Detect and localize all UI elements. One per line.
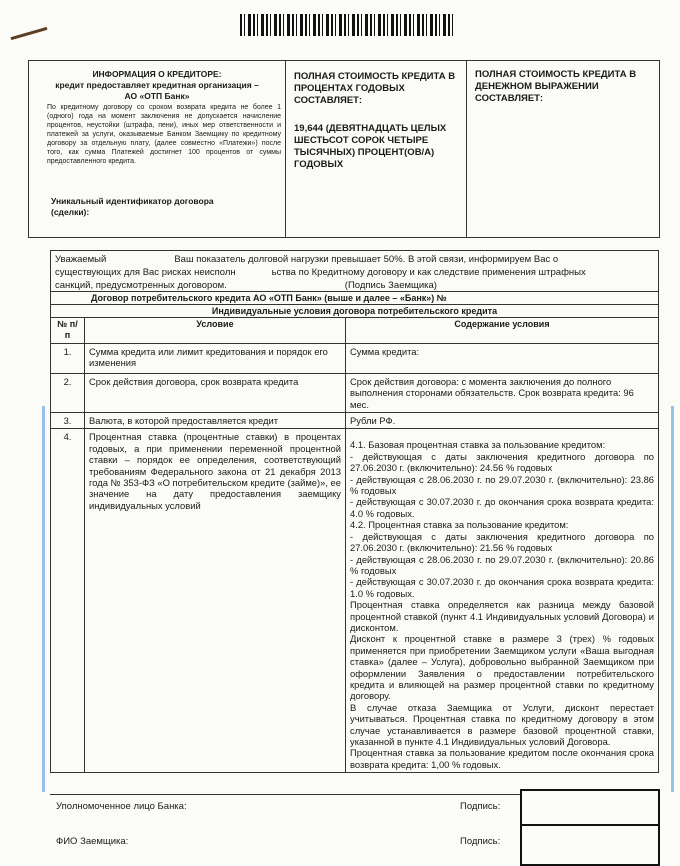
bank-sign-label: Подпись: (460, 801, 501, 812)
header-content: Содержание условия (346, 318, 659, 344)
pen-mark (10, 27, 47, 40)
rate-line: В случае отказа Заемщика от Услуги, дисконт перестает учитываться. Процентная ставка по кредитному договору в этом случае устанавливается в размере базовой процентной ставки, указанной в пункте 4.1 Индивидуальных условий Договора. (350, 701, 654, 747)
cost-money-cell (466, 61, 660, 237)
cost-percent-title: ПОЛНАЯ СТОИМОСТЬ КРЕДИТА В ПРОЦЕНТАХ ГОДОВЫХ СОСТАВЛЯЕТ: (294, 71, 456, 106)
rate-line: - действующая с даты заключения кредитного договора по 27.06.2030 г. (включительно): 21.56 % годовых (350, 530, 654, 554)
debt-load-warning (50, 250, 659, 292)
row-condition: Процентная ставка (процентные ставки) в процентах годовых, а при применении переменной процентной ставки – порядок ее определения, соответствующий требованиям Федерального закона от 21 декабря 2013 года № 353-ФЗ «О потребительском кредите (займе)», ее значение на дату предоставления заемщику индивидуальных условий (85, 429, 346, 773)
uid-label: Уникальный идентификатор договора (сделки): (51, 196, 214, 217)
contract-title: Договор потребительского кредита АО «ОТП Банк» (выше и далее – «Банк») № (50, 292, 659, 305)
borrower-signature-row (50, 830, 659, 866)
rate-line: 4.1. Базовая процентная ставка за пользование кредитом: (350, 439, 606, 451)
header-condition: Условие (85, 318, 346, 344)
header-num: № п/п (51, 318, 85, 344)
row-condition: Сумма кредита или лимит кредитования и порядок его изменения (85, 343, 346, 373)
row-content-rates (346, 429, 659, 773)
warning-line2a: существующих для Вас рисках неисполн (55, 267, 236, 278)
rate-line: 4.2. Процентная ставка за пользование кредитом: (350, 519, 569, 531)
rate-line: - действующая с 28.06.2030 г. по 29.07.2030 г. (включительно): 23.86 % годовых (350, 473, 654, 497)
borrower-sign-label: Подпись: (460, 836, 501, 847)
creditor-info-cell (29, 61, 285, 237)
bank-rep-label: Уполномоченное лицо Банка: (56, 801, 187, 812)
table-row (51, 429, 659, 773)
rate-line: - действующая с 30.07.2030 г. до окончания срока возврата кредита: 1.0 % годовых. (350, 576, 654, 599)
row-num: 4. (51, 429, 85, 773)
row-num: 1. (51, 343, 85, 373)
row-num: 2. (51, 373, 85, 412)
contract-subtitle: Индивидуальные условия договора потребительского кредита (50, 305, 659, 317)
warning-line3b: (Подпись Заемщика) (344, 280, 437, 291)
table-row (51, 413, 659, 429)
warning-line1b: Ваш показатель долговой нагрузки превышает 50%. В этой связи, информируем Вас о (174, 254, 559, 265)
rate-line: Процентная ставка определяется как разница между базовой процентной ставкой (пункт 4.1 Индивидуальных условий Договора) и дисконтом. (350, 599, 654, 633)
creditor-bank: АО «ОТП Банк» (124, 91, 190, 101)
table-row (51, 343, 659, 373)
row-content: Срок действия договора: с момента заключения до полного выполнения сторонами обязательств. Срок возврата кредита: 96 мес. (346, 373, 659, 412)
barcode (240, 14, 454, 36)
creditor-line: кредит предоставляет кредитная организация – (55, 80, 259, 90)
row-content: Сумма кредита: (346, 343, 659, 373)
rate-line: Процентная ставка за пользование кредитом после окончания срока возврата кредита: 1,00 % годовых. (350, 747, 654, 770)
cost-money-title: ПОЛНАЯ СТОИМОСТЬ КРЕДИТА В ДЕНЕЖНОМ ВЫРАЖЕНИИ СОСТАВЛЯЕТ: (475, 69, 637, 104)
creditor-info-header (28, 60, 660, 238)
row-condition: Валюта, в которой предоставляется кредит (85, 413, 346, 429)
rate-line: - действующая с 30.07.2030 г. до окончания срока возврата кредита: 4.0 % годовых. (350, 496, 654, 519)
row-num: 3. (51, 413, 85, 429)
borrower-name-label: ФИО Заемщика: (56, 836, 129, 847)
creditor-note: По кредитному договору со сроком возврата кредита не более 1 (одного) года на момент заключения не допускается начисление процентов, неустойки (штрафа, пени), иных мер ответственности и платежей за услуги, оказываемые Банком Заемщику по кредитному договору за отдельную плату, (далее совместно «Платежи») после того, как сумма Платежей достигнет 100 процентов от суммы предоставленного кредита. (47, 104, 281, 165)
cost-percent-value: 19,644 (ДЕВЯТНАДЦАТЬ ЦЕЛЫХ ШЕСТЬСОТ СОРОК ЧЕТЫРЕ ТЫСЯЧНЫХ) ПРОЦЕНТ(ОВ/А) ГОДОВЫХ (294, 123, 447, 170)
rate-line: Дисконт к процентной ставке в размере 3 (трех) % годовых применяется при приобретении Заемщиком услуги «Ваша выгодная ставка» (далее – Услуга), добровольно выбранной Заемщиком при оформлении Заявления о предоставлении потребительского кредита и влияющей на размер процентной ставки по кредитному договору. (350, 633, 654, 702)
warning-line3a: санкций, предусмотренных договором. (55, 280, 227, 291)
creditor-title: ИНФОРМАЦИЯ О КРЕДИТОРЕ: (92, 69, 222, 79)
row-content: Рубли РФ. (346, 413, 659, 429)
warning-line1a: Уважаемый (55, 254, 107, 265)
warning-line2b: ьства по Кредитному договору и как следствие применения штрафных (271, 267, 586, 278)
redacted-block (520, 824, 660, 866)
individual-conditions-table (50, 317, 659, 773)
rate-line: - действующая с 28.06.2030 г. по 29.07.2030 г. (включительно): 20.86 % годовых (350, 553, 654, 576)
rate-line: - действующая с даты заключения кредитного договора по 27.06.2030 г. (включительно): 24.56 % годовых (350, 450, 654, 474)
cost-percent-cell (285, 61, 467, 237)
table-row (51, 373, 659, 412)
row-condition: Срок действия договора, срок возврата кредита (85, 373, 346, 412)
table-header-row (51, 318, 659, 344)
